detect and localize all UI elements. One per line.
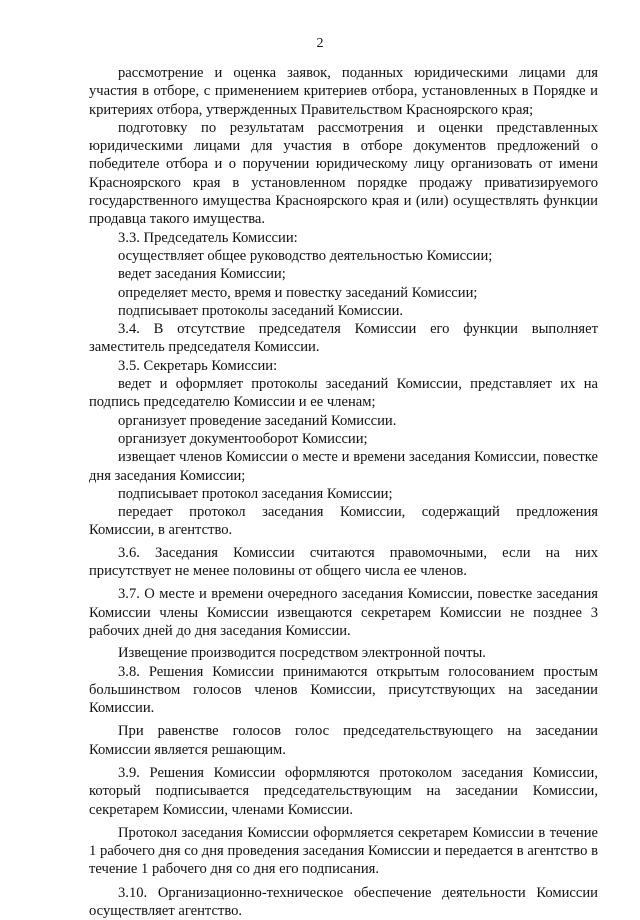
paragraph-secretary-document-flow: организует документооборот Комиссии; bbox=[118, 430, 368, 447]
paragraph-protocol-deadline: Протокол заседания Комиссии оформляется секретарем Комиссии в течение 1 рабочего дня со дня проведения заседания Комиссии и передается в агентство в течение 1 рабочего дня со дня его подписания. bbox=[89, 824, 598, 878]
paragraph-chairman-conducts-meetings: ведет заседания Комиссии; bbox=[118, 266, 286, 283]
paragraph-secretary-notifies: извещает членов Комиссии о месте и времени заседания Комиссии, повестке дня заседания Комиссии; bbox=[89, 449, 598, 484]
paragraph-meeting-notice: 3.7. О месте и времени очередного заседания Комиссии, повестке заседания Комиссии члены Комиссии извещаются секретарем Комиссии не позднее 3 рабочих дней до дня заседания Комиссии. bbox=[89, 586, 598, 639]
paragraph-chairman-heading: 3.3. Председатель Комиссии: bbox=[118, 229, 298, 246]
paragraph-deputy-chairman: 3.4. В отсутствие председателя Комиссии его функции выполняет заместитель председателя Комиссии. bbox=[89, 321, 598, 356]
paragraph-tie-vote: При равенстве голосов голос председательствующего на заседании Комиссии является решающим. bbox=[89, 723, 598, 758]
paragraph-technical-support: 3.10. Организационно-техническое обеспечение деятельности Комиссии осуществляет агентство. bbox=[89, 884, 598, 920]
paragraph-secretary-transfers: передает протокол заседания Комиссии, содержащий предложения Комиссии, в агентство. bbox=[89, 504, 598, 539]
document-body bbox=[89, 64, 598, 920]
paragraph-prepare-proposals: подготовку по результатам рассмотрения и оценки представленных юридическими лицами для участия в отборе документов предложений о победителе отбора и о поручении юридическому лицу организовать от имени Красноярского края в установленном порядке продажу приватизируемого государственного имущества Красноярского края и (или) осуществлять функции продавца такого имущества. bbox=[89, 119, 598, 228]
paragraph-quorum: 3.6. Заседания Комиссии считаются правомочными, если на них присутствует не менее половины от общего числа ее членов. bbox=[89, 544, 598, 580]
page-number: 2 bbox=[316, 36, 324, 51]
paragraph-chairman-agenda: определяет место, время и повестку заседаний Комиссии; bbox=[118, 284, 478, 301]
paragraph-secretary-signs: подписывает протокол заседания Комиссии; bbox=[118, 485, 393, 502]
paragraph-chairman-general-management: осуществляет общее руководство деятельностью Комиссии; bbox=[118, 247, 493, 264]
paragraph-protocol-signing: 3.9. Решения Комиссии оформляются протоколом заседания Комиссии, который подписывается председательствующим на заседании Комиссии, секретарем Комиссии, членами Комиссии. bbox=[89, 764, 598, 818]
paragraph-review-applications: рассмотрение и оценка заявок, поданных юридическими лицами для участия в отборе, с применением критериев отбора, установленных в Порядке и критериях отбора, утвержденных Правительством Красноярского края; bbox=[89, 65, 598, 118]
paragraph-secretary-organizes-meetings: организует проведение заседаний Комиссии. bbox=[118, 412, 397, 429]
paragraph-secretary-minutes: ведет и оформляет протоколы заседаний Комиссии, представляет их на подпись председателю Комиссии и ее членам; bbox=[89, 376, 598, 411]
paragraph-chairman-signs: подписывает протоколы заседаний Комиссии. bbox=[118, 302, 404, 319]
paragraph-notice-email: Извещение производится посредством электронной почты. bbox=[118, 645, 486, 662]
paragraph-voting: 3.8. Решения Комиссии принимаются открытым голосованием простым большинством голосов членов Комиссии, присутствующих на заседании Комиссии. bbox=[89, 663, 598, 717]
paragraph-secretary-heading: 3.5. Секретарь Комиссии: bbox=[118, 357, 278, 374]
